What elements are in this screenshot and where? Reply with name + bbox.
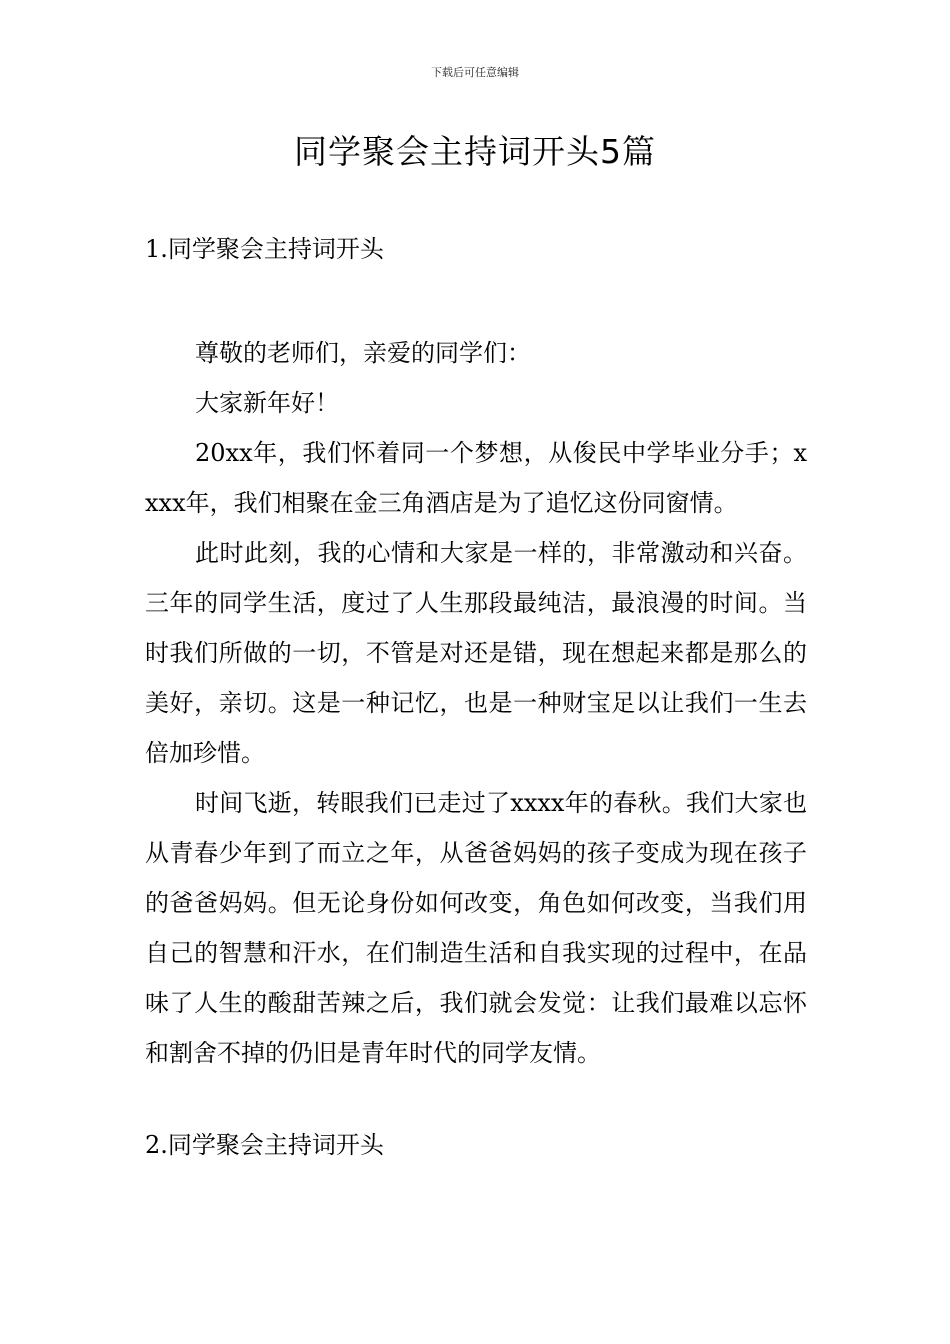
paragraph-greeting: 大家新年好！ — [195, 389, 339, 417]
section-1-body — [145, 328, 807, 1078]
document-title: 同学聚会主持词开头5篇 — [294, 132, 656, 171]
paragraph-salutation: 尊敬的老师们，亲爱的同学们： — [195, 339, 531, 367]
section-heading-2: 2.同学聚会主持词开头 — [145, 1131, 384, 1159]
paragraph-feelings: 此时此刻，我的心情和大家是一样的，非常激动和兴奋。三年的同学生活，度过了人生那段最纯洁，最浪漫的时间。当时我们所做的一切，不管是对还是错，现在想起来都是那么的美好，亲切。这是一种记忆，也是一种财宝足以让我们一生去倍加珍惜。 — [145, 539, 807, 767]
paragraph-time-flies: 时间飞逝，转眼我们已走过了xxxx年的春秋。我们大家也从青春少年到了而立之年，从爸爸妈妈的孩子变成为现在孩子的爸爸妈妈。但无论身份如何改变，角色如何改变，当我们用自己的智慧和汗水，在们制造生活和自我实现的过程中，在品味了人生的酸甜苦辣之后，我们就会发觉：让我们最难以忘怀和割舍不掉的仍旧是青年时代的同学友情。 — [145, 789, 807, 1067]
header-note: 下载后可任意编辑 — [431, 66, 519, 79]
paragraph-graduation: 20xx年，我们怀着同一个梦想，从俊民中学毕业分手；xxxx年，我们相聚在金三角酒店是为了追忆这份同窗情。 — [145, 439, 807, 517]
section-heading-1: 1.同学聚会主持词开头 — [145, 235, 384, 263]
